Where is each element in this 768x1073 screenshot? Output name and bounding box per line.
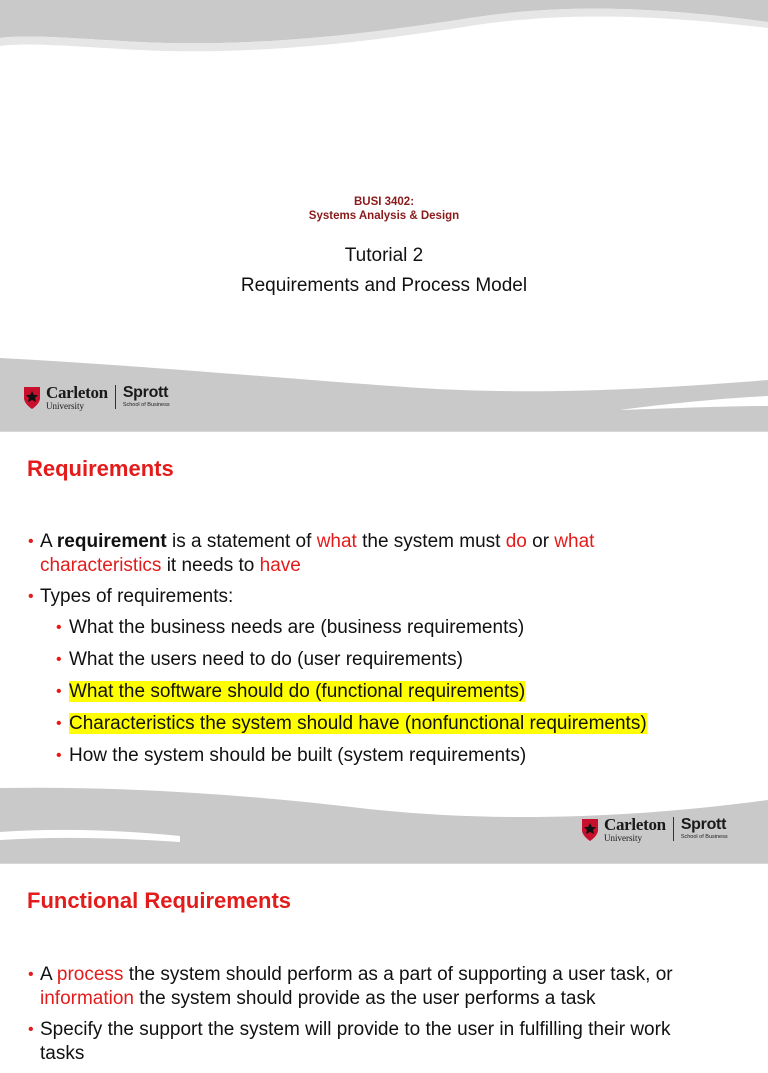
sub-bullet-business: • What the business needs are (business requirements)	[0, 616, 768, 640]
university-sub: University	[604, 832, 642, 843]
bullet-requirement-definition: • A requirement is a statement of what the system must do or what characteristics it needs to have	[0, 530, 768, 578]
sub-bullet-nonfunctional: • Characteristics the system should have (nonfunctional requirements)	[0, 712, 768, 736]
tutorial-subtitle: Requirements and Process Model	[240, 275, 528, 296]
title-slide	[0, 0, 768, 432]
carleton-sprott-logo	[22, 382, 170, 412]
bullet-list	[0, 963, 768, 1073]
requirements-slide	[0, 432, 768, 864]
bullet-specify-support: • Specify the support the system will provide to the user in fulfilling their work tasks	[0, 1018, 768, 1066]
sub-bullet-functional: • What the software should do (functional requirements)	[0, 680, 768, 704]
sub-bullet-user: • What the users need to do (user requirements)	[0, 648, 768, 672]
slide-heading: Requirements	[27, 456, 174, 481]
bullet-process-definition: • A process the system should perform as a part of supporting a user task, or information the system should provide as the user performs a task	[0, 963, 768, 1011]
functional-requirements-slide	[0, 864, 768, 1064]
carleton-sprott-logo	[580, 814, 728, 844]
school-sub: School of Business	[122, 402, 170, 409]
crest-icon	[22, 384, 42, 410]
logo-separator	[115, 385, 116, 409]
university-name: Carleton	[46, 382, 108, 402]
bullet-types-of-requirements: • Types of requirements:	[0, 585, 768, 609]
tutorial-title: Tutorial 2	[344, 245, 424, 266]
school-name: Sprott	[122, 384, 169, 402]
slide-heading: Functional Requirements	[27, 888, 292, 913]
school-name: Sprott	[680, 816, 727, 834]
logo-separator	[673, 817, 674, 841]
bullet-list	[0, 530, 768, 776]
school-sub: School of Business	[680, 834, 728, 841]
university-sub: University	[46, 400, 84, 411]
sub-bullet-system: • How the system should be built (system requirements)	[0, 744, 768, 768]
course-name: Systems Analysis & Design	[308, 210, 460, 222]
university-name: Carleton	[604, 814, 666, 834]
top-wave-decoration	[0, 0, 768, 70]
crest-icon	[580, 816, 600, 842]
course-code: BUSI 3402:	[353, 196, 415, 208]
